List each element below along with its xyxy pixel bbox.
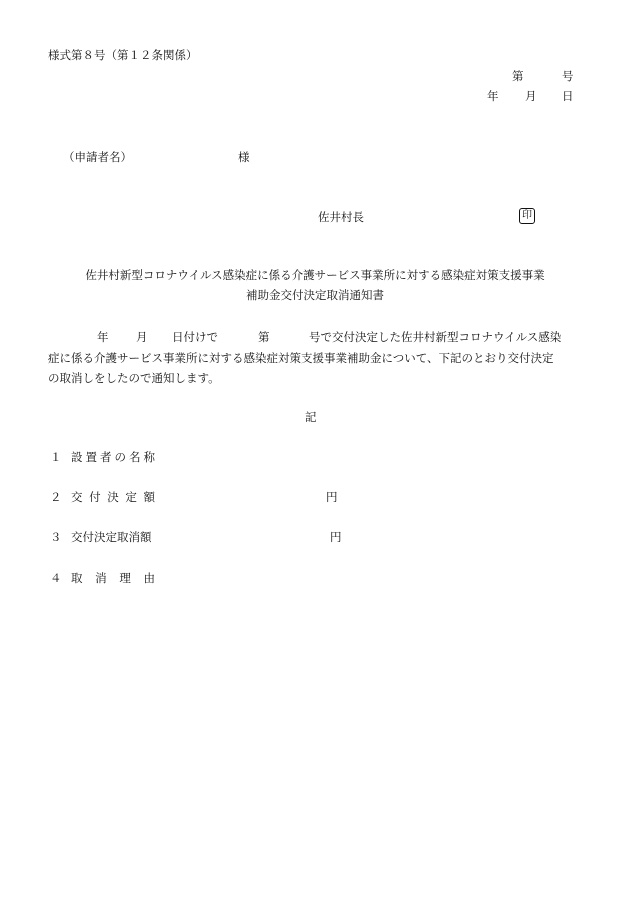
label-char: 設 <box>71 450 83 464</box>
label-char: 理 <box>119 571 131 585</box>
date-year-label: 年 <box>487 89 499 103</box>
label-char: 額 <box>143 490 155 504</box>
label-char: 決 <box>107 490 119 504</box>
document-title-line2: 補助金交付決定取消通知書 <box>246 288 384 302</box>
body-line2: 症に係る介護サービス事業所に対する感染症対策支援事業補助金について、下記のとおり交付決定 <box>48 351 554 365</box>
applicant-name-label: （申請者名） <box>63 150 132 164</box>
label-char: 由 <box>143 571 155 585</box>
label-char: 取 <box>71 571 83 585</box>
label-char: 付 <box>89 490 101 504</box>
body-line3: の取消しをしたので通知します。 <box>48 371 220 385</box>
item-label-establisher-name <box>71 452 155 464</box>
label-char: 称 <box>143 450 155 464</box>
ki-heading: 記 <box>305 410 317 424</box>
honorific: 様 <box>238 150 250 164</box>
yen-unit: 円 <box>326 490 338 504</box>
label-char: 者 <box>100 450 112 464</box>
date-day-label: 日 <box>562 89 574 103</box>
label-char: 置 <box>85 450 97 464</box>
item-number: ２ <box>50 490 62 504</box>
date-month-label: 月 <box>525 89 537 103</box>
form-number: 様式第８号（第１２条関係） <box>48 48 198 62</box>
item-number: １ <box>50 450 62 464</box>
issuer-name: 佐井村長 <box>318 210 364 224</box>
label-char: 名 <box>129 450 141 464</box>
body-day-label: 日付けで <box>172 330 218 344</box>
item-number: ３ <box>50 530 62 544</box>
yen-unit: 円 <box>330 530 342 544</box>
label-char: の <box>114 450 126 464</box>
item-label-cancel-amount: 交付決定取消額 <box>71 530 152 544</box>
label-char: 消 <box>95 571 107 585</box>
item-label-cancel-reason <box>71 573 155 585</box>
document-title-line1: 佐井村新型コロナウイルス感染症に係る介護サービス事業所に対する感染症対策支援事業 <box>85 268 545 282</box>
body-year-label: 年 <box>97 330 109 344</box>
seal-stamp: 印 <box>519 208 535 224</box>
doc-number-dai: 第 <box>512 69 524 83</box>
body-line1: 号で交付決定した佐井村新型コロナウイルス感染 <box>309 330 562 344</box>
body-month-label: 月 <box>136 330 148 344</box>
label-char: 交 <box>71 490 83 504</box>
label-char: 定 <box>125 490 137 504</box>
doc-number-go: 号 <box>562 69 574 83</box>
item-label-grant-amount <box>71 492 155 504</box>
item-number: ４ <box>50 571 62 585</box>
body-number-dai: 第 <box>258 330 270 344</box>
